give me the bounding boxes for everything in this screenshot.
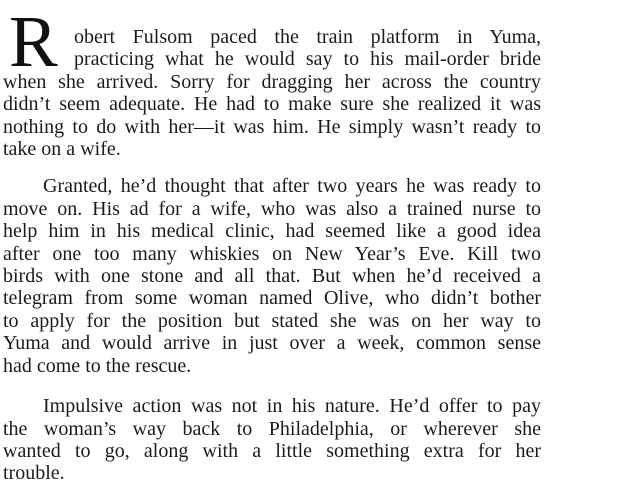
text-line: had come to the rescue. <box>3 354 192 377</box>
text-column <box>3 1 541 485</box>
text-line: when she arrived. Sorry for dragging her across the country <box>3 70 541 93</box>
text-line: Impulsive action was not in his nature. He’d offer to pay <box>43 395 541 418</box>
text-line: move on. His ad for a wife, who was also a trained nurse to <box>3 197 541 220</box>
text-line: obert Fulsom paced the train platform in Yuma, <box>74 26 541 48</box>
text-line: wanted to go, along with a little something extra for her <box>3 439 541 462</box>
drop-cap-letter: R <box>9 1 58 82</box>
text-line: nothing to do with her—it was him. He simply wasn’t ready to <box>3 115 541 138</box>
paragraph <box>3 395 541 485</box>
text-line: the woman’s way back to Philadelphia, or wherever she <box>3 417 541 440</box>
text-line: to apply for the position but stated she was on her way to <box>3 309 541 332</box>
text-line: Granted, he’d thought that after two years he was ready to <box>43 175 541 198</box>
text-line: birds with one stone and all that. But when he’d received a <box>3 265 541 288</box>
text-line: take on a wife. <box>3 138 121 161</box>
paragraph <box>3 1 541 161</box>
text-line: telegram from some woman named Olive, who didn’t bother <box>3 287 541 310</box>
text-line: trouble. <box>3 462 65 485</box>
text-line: didn’t seem adequate. He had to make sure she realized it was <box>3 93 541 116</box>
text-line: after one too many whiskies on New Year’s Eve. Kill two <box>3 242 541 265</box>
paragraph <box>3 175 541 377</box>
text-line: Yuma and would arrive in just over a week, common sense <box>3 332 541 355</box>
text-line: help him in his medical clinic, had seemed like a good idea <box>3 220 541 243</box>
text-line: practicing what he would say to his mail-order bride <box>74 48 541 71</box>
